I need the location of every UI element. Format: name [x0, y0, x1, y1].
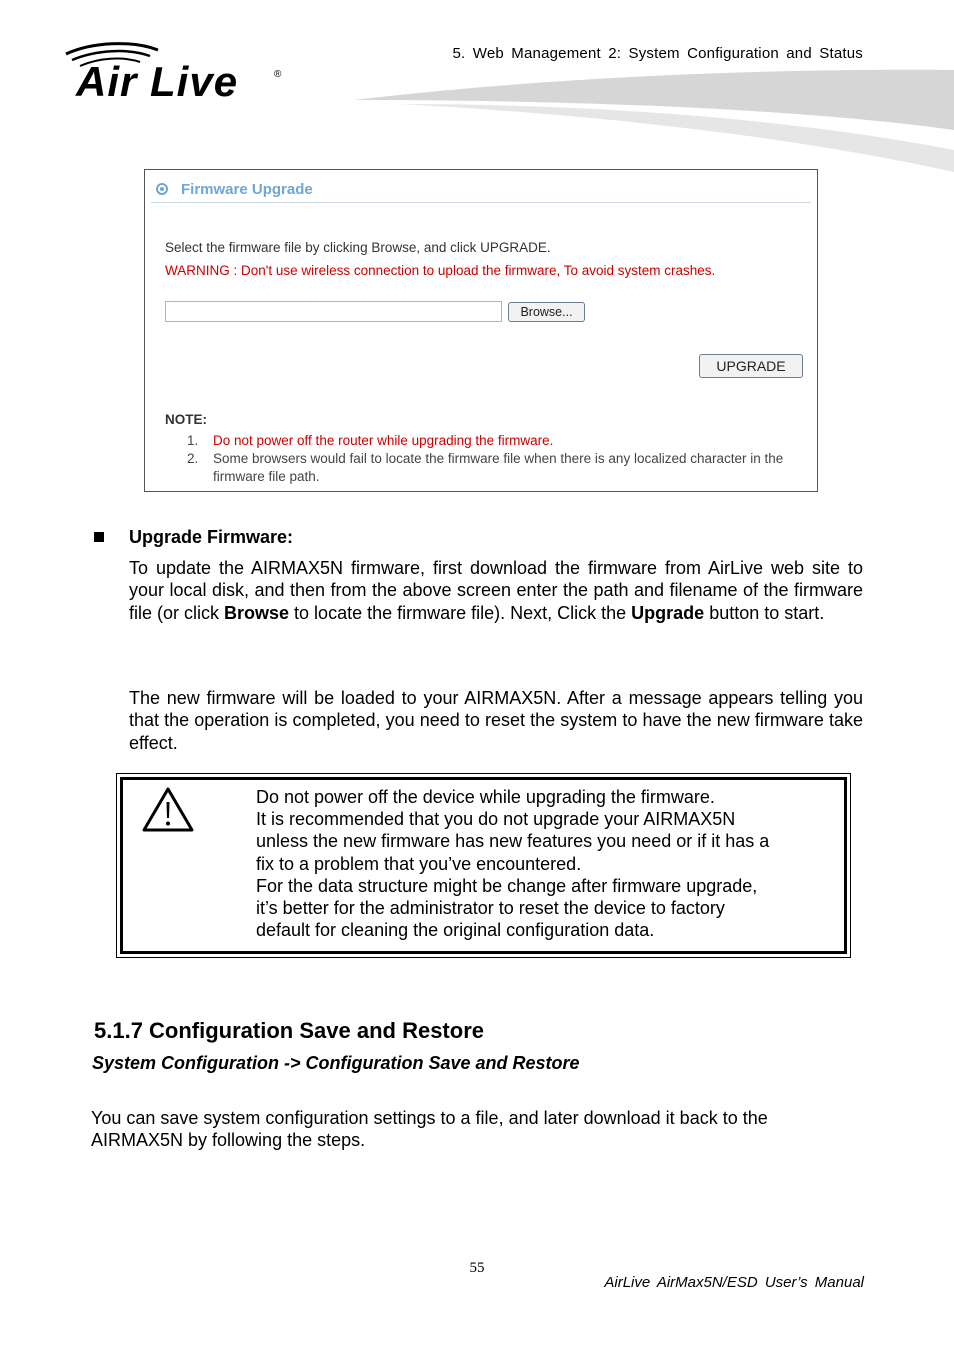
bold-upgrade: Upgrade: [631, 602, 705, 623]
panel-title-bullet-icon: [156, 183, 168, 195]
warning-line: unless the new firmware has new features you need or if it has a: [256, 831, 770, 852]
warning-triangle-icon: [141, 786, 195, 834]
note-text: Some browsers would fail to locate the firmware file when there is any localized character in the firmware file path.: [213, 451, 784, 484]
warning-line: fix to a problem that you’ve encountered.: [256, 853, 582, 874]
list-item: [165, 432, 805, 450]
square-bullet-icon: [94, 532, 104, 542]
config-paragraph: You can save system configuration settings to a file, and later download it back to the AIRMAX5N by following the steps.: [91, 1108, 768, 1151]
section-title: Upgrade Firmware:: [129, 527, 294, 547]
firmware-warning: WARNING : Don't use wireless connection to upload the firmware, To avoid system crashes.: [165, 263, 716, 278]
text-run: to locate the firmware file). Next, Click the: [289, 602, 632, 623]
text-run: button to start.: [704, 602, 825, 623]
note-text: Do not power off the router while upgrading the firmware.: [213, 433, 554, 448]
logo-wordmark: Air Live: [76, 58, 239, 105]
note-label: NOTE:: [165, 412, 207, 427]
warning-line: For the data structure might be change after firmware upgrade,: [256, 875, 758, 896]
warning-line: It is recommended that you do not upgrade your AIRMAX5N: [256, 809, 736, 830]
text-run: To update the AIRMAX5N firmware, first download the firmware from AirLive web site to your local disk, and then from the above screen enter the path and filename of the firmware file (or click: [129, 558, 863, 623]
note-number: 1.: [187, 433, 199, 448]
firmware-instruction: Select the firmware file by clicking Browse, and click UPGRADE.: [165, 240, 551, 255]
panel-title-divider: [151, 202, 811, 203]
firmware-upgrade-panel: [144, 169, 818, 492]
bold-browse: Browse: [224, 602, 290, 623]
browse-button[interactable]: Browse...: [508, 302, 585, 322]
warning-line: default for cleaning the original configuration data.: [256, 920, 655, 941]
section-heading: 5.1.7 Configuration Save and Restore: [94, 1018, 484, 1043]
upgrade-paragraph-1: [129, 557, 863, 624]
upgrade-button[interactable]: UPGRADE: [699, 354, 803, 378]
panel-title: Firmware Upgrade: [181, 181, 313, 198]
firmware-file-input[interactable]: [165, 301, 502, 322]
list-item: [165, 450, 805, 486]
registered-mark: ®: [274, 69, 282, 80]
warning-line: Do not power off the device while upgrading the firmware.: [256, 787, 715, 807]
warning-line: it’s better for the administrator to reset the device to factory: [256, 898, 725, 919]
note-list: [165, 432, 805, 486]
header-swoosh-decoration: [340, 60, 954, 180]
warning-text: [256, 786, 826, 941]
page-number: 55: [469, 1260, 485, 1276]
upgrade-paragraph-2: The new firmware will be loaded to your AIRMAX5N. After a message appears telling you that the operation is completed, you need to reset the system to have the new firmware take effect.: [129, 688, 863, 753]
manual-title: AirLive AirMax5N/ESD User’s Manual: [604, 1274, 864, 1291]
chapter-header: 5. Web Management 2: System Configuration and Status: [452, 45, 863, 62]
note-number: 2.: [187, 451, 199, 466]
navigation-path: System Configuration -> Configuration Save and Restore: [92, 1053, 580, 1073]
